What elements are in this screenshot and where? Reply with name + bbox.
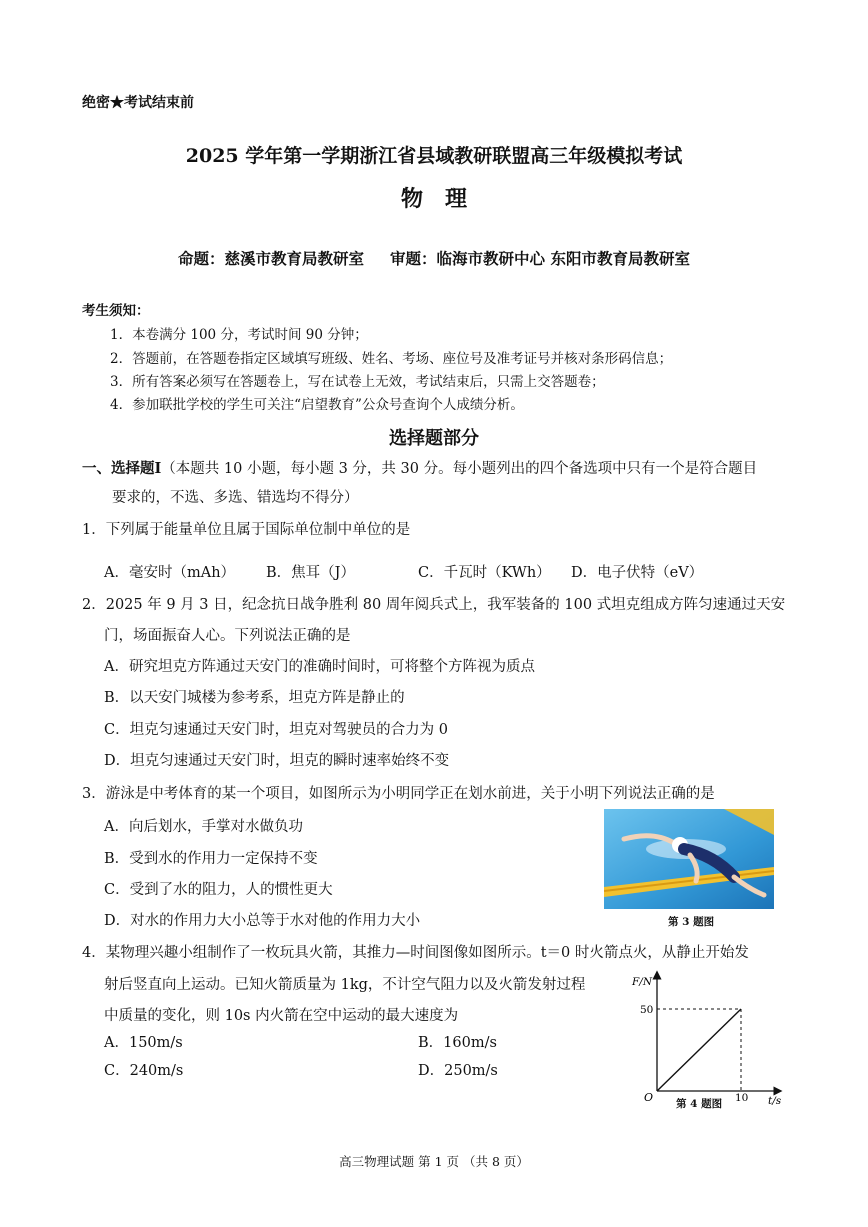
notice-item: 2．答题前，在答题卷指定区域填写班级、姓名、考场、座位号及准考证号并核对条形码信息； [110,351,673,367]
q3-figure-caption: 第 3 题图 [668,916,715,928]
author-credit: 命题：慈溪市教育局教研室 [178,249,365,268]
notice-item: 4．参加联批学校的学生可关注“启望教育”公众号查询个人成绩分析。 [110,397,524,413]
notice-item: 1．本卷满分 100 分，考试时间 90 分钟； [110,327,368,343]
part-description: （本题共 10 小题，每小题 3 分，共 30 分。每小题列出的四个备选项中只有一个是符合题目 [161,461,758,477]
question-1-stem: 1．下列属于能量单位且属于国际单位制中单位的是 [82,522,411,538]
x-axis-label: t/s [768,1095,782,1107]
part-label: 一、选择题Ⅰ [82,460,162,477]
q4-option-c: C．240m/s [104,1063,184,1079]
q4-option-b: B．160m/s [418,1035,497,1051]
page-footer: 高三物理试题 第 1 页 （共 8 页） [339,1154,529,1169]
q3-option-b: B．受到水的作用力一定保持不变 [104,851,318,867]
q2-option-a: A．研究坦克方阵通过天安门的准确时间时，可将整个方阵视为质点 [104,659,535,675]
notice-heading: 考生须知： [82,303,150,319]
force-series-line [657,1009,741,1091]
y-axis-label: F/N [632,976,653,988]
q3-option-a: A．向后划水，手掌对水做负功 [104,819,303,835]
q3-option-d: D．对水的作用力大小总等于水对他的作用力大小 [104,913,421,929]
swimmer-photo [604,809,774,909]
q1-option-a: A．毫安时（mAh） [104,565,236,581]
y-tick-label: 50 [640,1004,654,1016]
question-4-stem-cont: 射后竖直向上运动。已知火箭质量为 1kg，不计空气阻力以及火箭发射过程 [104,977,586,993]
swimmer-illustration [604,809,774,909]
part-heading [82,457,757,478]
q1-option-d: D．电子伏特（eV） [571,565,704,581]
q3-option-c: C．受到了水的阻力，人的惯性更大 [104,882,333,898]
question-2-stem-cont: 门，场面振奋人心。下列说法正确的是 [104,628,351,644]
question-3-stem: 3．游泳是中考体育的某一个项目，如图所示为小明同学正在划水前进，关于小明下列说法正确的是 [82,786,715,802]
q2-option-b: B．以天安门城楼为参考系，坦克方阵是静止的 [104,690,405,706]
notice-item: 3．所有答案必须写在答题卷上，写在试卷上无效，考试结束后，只需上交答题卷； [110,374,605,390]
question-2-stem: 2．2025 年 9 月 3 日，纪念抗日战争胜利 80 周年阅兵式上，我军装备的 100 式坦克组成方阵匀速通过天安 [82,597,786,613]
q1-option-c: C．千瓦时（KWh） [418,565,551,581]
question-4-stem: 4．某物理兴趣小组制作了一枚玩具火箭，其推力—时间图像如图所示。t＝0 时火箭点火，从静止开始发 [82,945,749,961]
force-time-chart [620,965,790,1110]
section-title: 选择题部分 [389,428,479,449]
x-tick-label: 10 [735,1092,749,1104]
q4-figure-caption: 第 4 题图 [676,1098,723,1110]
question-4-stem-cont2: 中质量的变化，则 10s 内火箭在空中运动的最大速度为 [104,1008,459,1024]
q4-option-a: A．150m/s [104,1035,183,1051]
author-line [0,247,868,269]
origin-label: O [644,1091,654,1104]
q2-option-c: C．坦克匀速通过天安门时，坦克对驾驶员的合力为 0 [104,722,448,738]
exam-title: 2025 学年第一学期浙江省县域教研联盟高三年级模拟考试 [185,145,683,167]
q2-option-d: D．坦克匀速通过天安门时，坦克的瞬时速率始终不变 [104,753,450,769]
q1-option-b: B．焦耳（J） [266,565,355,581]
q4-option-d: D．250m/s [418,1063,498,1079]
confidential-label: 绝密★考试结束前 [82,95,194,111]
part-description-cont: 要求的，不选、多选、错选均不得分） [112,490,359,506]
subject-title: 物理 [400,186,489,212]
reviewer-credit: 审题：临海市教研中心 东阳市教育局教研室 [390,249,690,268]
